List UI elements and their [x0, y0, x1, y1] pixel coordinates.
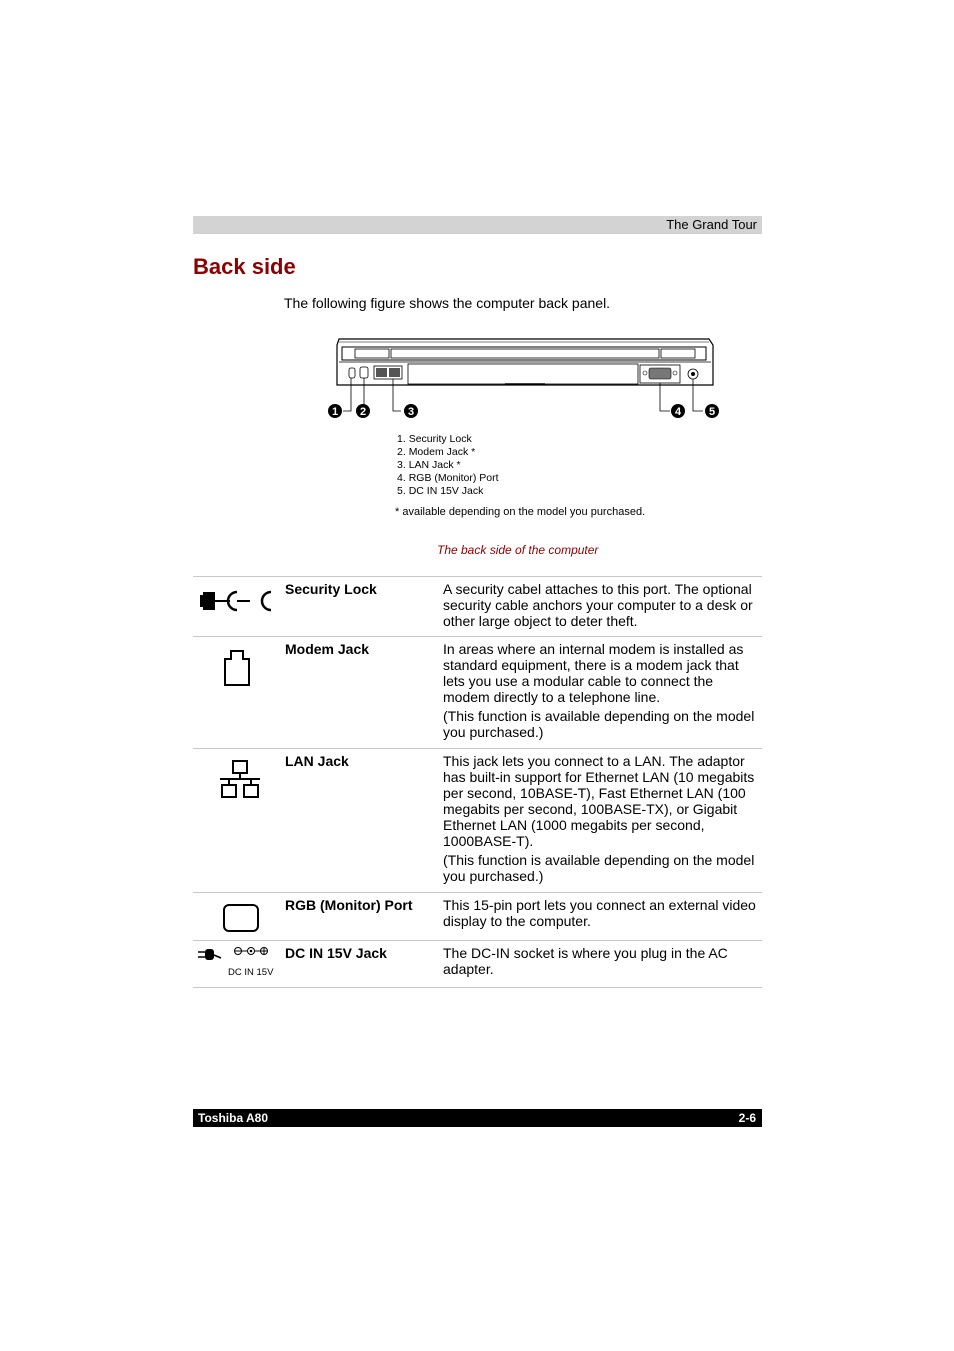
table-row [193, 748, 762, 892]
row-description [443, 893, 762, 935]
table-row [193, 940, 762, 988]
legend-item: 2. Modem Jack * [397, 446, 476, 458]
callout-5 [705, 404, 719, 418]
back-panel-figure [325, 333, 725, 433]
back-panel-illustration [325, 333, 725, 428]
legend-text: Modem Jack * [408, 446, 476, 458]
description-text: This jack lets you connect to a LAN. The adaptor has built-in support for Ethernet LAN (10 megabits per second, 10BASE-T), Fast Ethernet LAN (100 megabits per second, 100BASE-TX), or Gigabit Ethernet LAN (1000 megabits per second, 1000BASE-T). [443, 753, 755, 849]
legend-item: 1. Security Lock [397, 433, 472, 445]
dc-in-label: DC IN 15V [228, 967, 274, 978]
row-description [443, 637, 762, 746]
figure-caption: The back side of the computer [437, 543, 599, 557]
legend-text: Security Lock [408, 433, 472, 445]
svg-text:4: 4 [674, 406, 682, 418]
section-title: The Grand Tour [666, 217, 757, 232]
footer-bar [193, 1109, 762, 1127]
description-text: The DC-IN socket is where you plug in the AC adapter. [443, 945, 728, 977]
page-title: Back side [193, 254, 296, 279]
legend-text: RGB (Monitor) Port [408, 472, 499, 484]
description-text: In areas where an internal modem is installed as standard equipment, there is a modem jack that lets you use a modular cable to connect the modem directly to a telephone line. [443, 641, 744, 705]
legend-item: 3. LAN Jack * [397, 459, 461, 471]
intro-text: The following figure shows the computer back panel. [284, 295, 611, 311]
callout-2 [356, 404, 370, 418]
dc-in-icon [193, 941, 283, 976]
callout-3 [404, 404, 418, 418]
port-table [193, 576, 762, 988]
svg-text:2: 2 [359, 406, 367, 418]
row-term: Modem Jack [285, 641, 370, 657]
description-text: This 15-pin port lets you connect an external video display to the computer. [443, 897, 756, 929]
figure-legend [397, 433, 499, 498]
row-term: RGB (Monitor) Port [285, 897, 413, 913]
monitor-icon [193, 893, 283, 943]
description-text: (This function is available depending on the model you purchased.) [443, 852, 755, 884]
row-description [443, 577, 762, 635]
row-term: Security Lock [285, 581, 377, 597]
callout-1 [328, 404, 342, 418]
legend-text: LAN Jack * [408, 459, 461, 471]
product-name: Toshiba A80 [198, 1111, 269, 1125]
row-term: DC IN 15V Jack [285, 945, 387, 961]
table-row [193, 892, 762, 940]
security-lock-icon [193, 577, 283, 632]
row-description [443, 749, 762, 890]
page-number: 2-6 [738, 1111, 756, 1125]
row-term: LAN Jack [285, 753, 349, 769]
row-description [443, 941, 762, 983]
svg-text:1: 1 [331, 406, 339, 418]
legend-item: 5. DC IN 15V Jack [397, 485, 484, 497]
availability-note: * available depending on the model you purchased. [395, 506, 646, 518]
svg-text:5: 5 [708, 406, 716, 418]
svg-text:3: 3 [407, 406, 415, 418]
header-bar [193, 216, 762, 234]
lan-icon [193, 749, 283, 814]
table-row [193, 636, 762, 748]
legend-item: 4. RGB (Monitor) Port [397, 472, 499, 484]
description-text: (This function is available depending on the model you purchased.) [443, 708, 755, 740]
description-text: A security cabel attaches to this port. The optional security cable anchors your computer to a desk or other large object to deter theft. [443, 581, 753, 629]
modem-jack-icon [193, 637, 283, 702]
table-row [193, 576, 762, 636]
legend-text: DC IN 15V Jack [408, 485, 484, 497]
callout-4 [671, 404, 685, 418]
